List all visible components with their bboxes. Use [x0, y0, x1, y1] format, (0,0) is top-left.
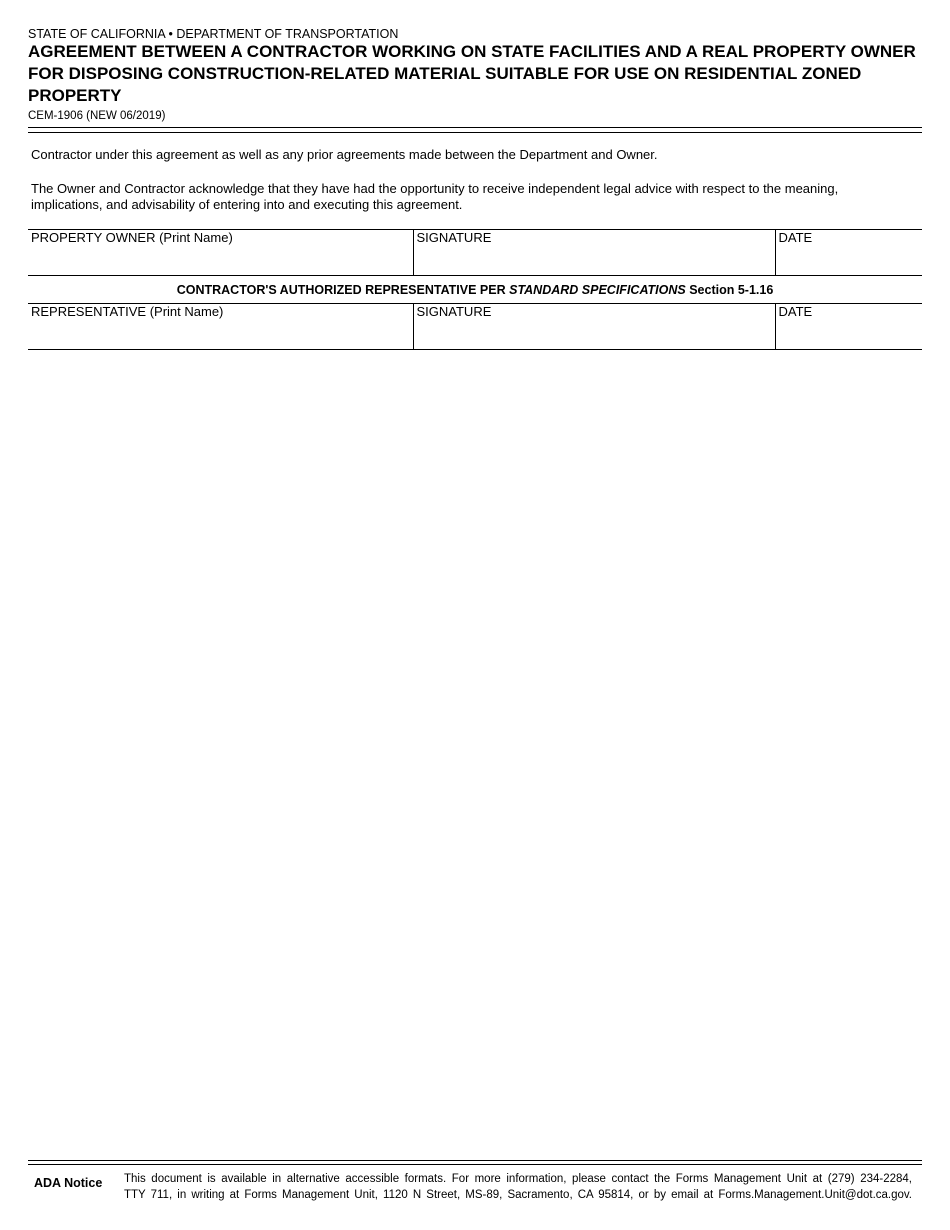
- owner-date-field[interactable]: [775, 230, 922, 276]
- representative-signature-row: [28, 304, 922, 350]
- header-divider-thin: [28, 132, 922, 133]
- representative-name-label: REPRESENTATIVE (Print Name): [31, 304, 224, 319]
- owner-name-field[interactable]: [28, 230, 413, 276]
- owner-signature-field[interactable]: [413, 230, 775, 276]
- owner-date-label: DATE: [778, 230, 813, 245]
- representative-name-field[interactable]: [28, 304, 413, 350]
- contractor-heading: [28, 276, 922, 304]
- form-number: CEM-1906 (NEW 06/2019): [28, 110, 166, 122]
- agency-line: STATE OF CALIFORNIA • DEPARTMENT OF TRANSPORTATION: [28, 27, 399, 41]
- header-divider-thick: [28, 127, 922, 128]
- ada-notice-text: [124, 1171, 912, 1203]
- ada-notice-line-1: This document is available in alternative accessible formats. For more information, please contact the Forms Management Unit at (279) 234-2284,: [124, 1173, 912, 1185]
- owner-signature-label: SIGNATURE: [416, 230, 492, 245]
- representative-date-field[interactable]: [775, 304, 922, 350]
- contractor-heading-italic: STANDARD SPECIFICATIONS: [509, 282, 686, 297]
- representative-signature-field[interactable]: [413, 304, 775, 350]
- footer-divider-thin: [28, 1164, 922, 1165]
- form-page: [28, 0, 922, 1230]
- representative-signature-label: SIGNATURE: [416, 304, 492, 319]
- representative-date-label: DATE: [778, 304, 813, 319]
- owner-name-label: PROPERTY OWNER (Print Name): [31, 230, 233, 245]
- contractor-heading-row: [28, 276, 922, 304]
- ada-notice-line-2: TTY 711, in writing at Forms Management Unit, 1120 N Street, MS-89, Sacramento, CA 95814, or by email at Forms.Management.Unit@dot.ca.gov.: [124, 1189, 912, 1201]
- agreement-paragraph-2: The Owner and Contractor acknowledge that they have had the opportunity to receive independent legal advice with respect to the meaning, implications, and advisability of entering into and executing this agreement.: [31, 181, 839, 212]
- signature-table: [28, 229, 922, 350]
- agreement-paragraph-1: Contractor under this agreement as well as any prior agreements made between the Department and Owner.: [31, 147, 658, 162]
- footer-divider-thick: [28, 1160, 922, 1161]
- ada-notice-label: ADA Notice: [34, 1176, 103, 1190]
- form-title: AGREEMENT BETWEEN A CONTRACTOR WORKING ON STATE FACILITIES AND A REAL PROPERTY OWNER FOR DISPOSING CONSTRUCTION-RELATED MATERIAL SUITABLE FOR USE ON RESIDENTIAL ZONED PROPERTY: [28, 42, 916, 105]
- contractor-heading-suffix: Section 5-1.16: [685, 282, 774, 297]
- contractor-heading-prefix: CONTRACTOR'S AUTHORIZED REPRESENTATIVE PER: [176, 282, 510, 297]
- owner-signature-row: [28, 230, 922, 276]
